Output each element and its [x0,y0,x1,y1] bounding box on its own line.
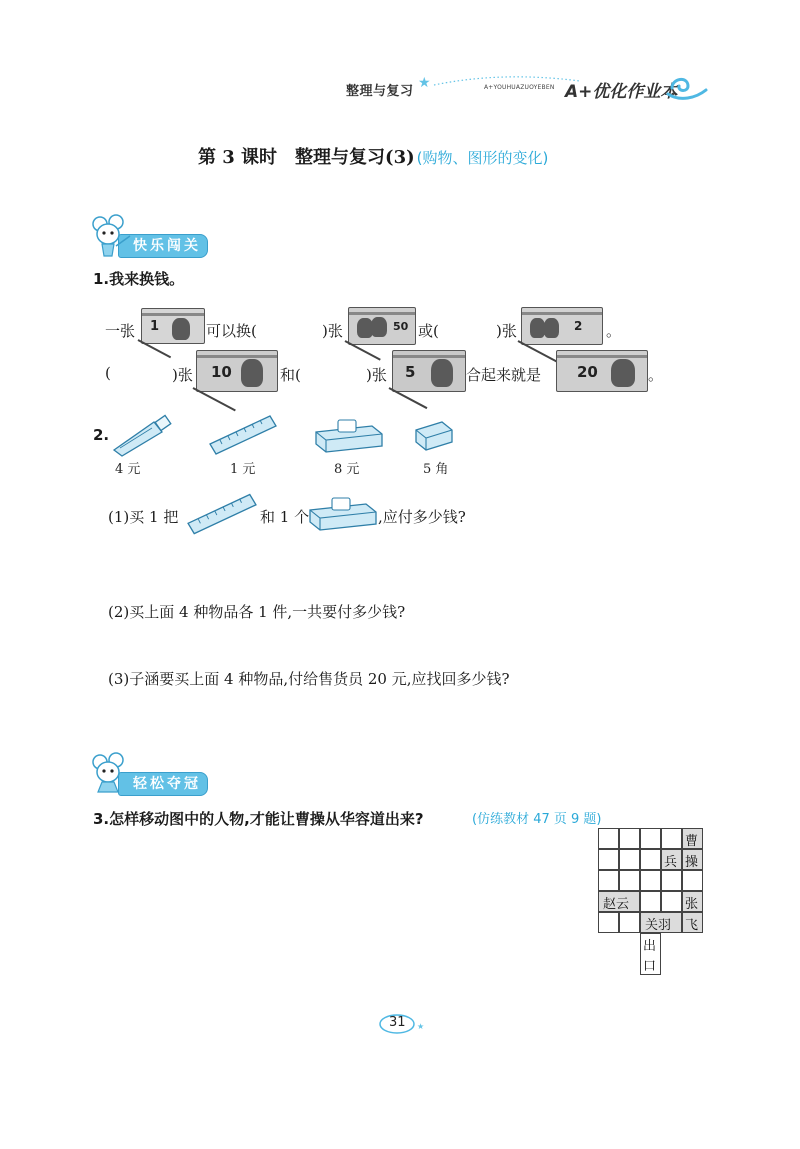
answer-area-q2-2[interactable] [108,624,668,664]
q1-line2-text-d: )张 [366,366,387,384]
ruler-icon [208,410,278,456]
guanyu-label: 关羽 [645,918,672,933]
mouse-mascot-icon [90,752,134,796]
q1-line1-text-e: )张 [496,322,517,340]
q1-line2-text-a: ( [105,364,111,382]
item-price-4: 5 角 [423,462,449,477]
ruler-icon [186,488,258,536]
exit-char-1: 出 [643,939,657,954]
question-3-note: (仿练教材 47 页 9 题) [472,812,602,827]
q1-line2-text-e: 合起来就是 [466,366,542,384]
pencil-case-icon [306,494,380,532]
answer-blank-2[interactable] [452,320,500,338]
bing-char: 兵 [664,855,678,870]
section-badge-2 [90,752,250,796]
lesson-title [198,143,548,169]
caocao-char-1: 曹 [685,834,699,849]
section-badge-1 [90,214,250,258]
q1-line1-text-a: 一张 [105,322,136,340]
question-1-heading: 1.我来换钱。 [93,270,185,288]
item-price-2: 1 元 [230,462,256,477]
banknote-1-yuan [141,308,205,344]
q2-sub1-text-b: 和 1 个 [260,508,310,526]
q1-line2-text-f: 。 [648,366,664,384]
mouse-mascot-icon [90,214,134,258]
q2-sub3-text: (3)子涵要买上面 4 种物品,付给售货员 20 元,应找回多少钱? [108,670,510,688]
q1-line1-text-d: 或( [418,322,439,340]
svg-text:★: ★ [417,1022,425,1031]
caocao-char-2: 操 [685,855,699,870]
answer-blank-1[interactable] [270,320,322,338]
q2-sub1-text-c: ,应付多少钱? [378,508,466,526]
lesson-title-main: 第 3 课时 整理与复习(3) [198,147,415,168]
item-price-3: 8 元 [334,462,360,477]
banknote-20-yuan [556,350,648,392]
header-section-label: 整理与复习 [346,84,414,99]
star-icon: ★ [418,75,431,91]
lesson-title-sub: (购物、图形的变化) [416,149,549,167]
zhaoyun-label: 赵云 [603,897,630,912]
huarong-puzzle-grid [598,828,708,978]
banknote-5-yuan [392,350,466,392]
banknote-1-yuan-value: 1 [150,319,160,334]
swirl-logo-icon [666,72,708,102]
q1-line1-text-b: 可以换( [206,322,257,340]
section-badge-2-label: 轻松夺冠 [118,772,208,796]
banknote-20-yuan-value: 20 [577,363,598,381]
q1-line1-text-f: 。 [606,322,622,340]
q2-sub1-text-a: (1)买 1 把 [108,508,179,526]
answer-blank-4[interactable] [310,364,366,382]
toothpaste-icon [110,412,176,456]
banknote-2-jiao [521,307,603,345]
page-number: 31 [389,1015,406,1030]
exit-char-2: 口 [643,959,657,974]
section-badge-1-label: 快乐闯关 [118,234,208,258]
pencil-case-icon [312,416,386,454]
banknote-5-jiao-value: 50 [393,320,409,333]
q1-line1-text-c: )张 [322,322,343,340]
banknote-2-jiao-value: 2 [574,319,583,333]
banknote-5-jiao [348,307,416,345]
item-price-1: 4 元 [115,462,141,477]
question-3-text: 3.怎样移动图中的人物,才能让曹操从华容道出来? [93,810,424,828]
question-2-number: 2. [93,426,110,444]
q1-line2-text-c: 和( [280,366,301,384]
answer-blank-3[interactable] [116,364,172,382]
zhangfei-char-1: 张 [685,897,699,912]
answer-area-q2-1[interactable] [108,534,668,590]
answer-area-q2-3[interactable] [108,692,668,744]
header-pinyin: A+YOUHUAZUOYEBEN [484,84,555,91]
zhangfei-char-2: 飞 [685,918,699,933]
banknote-5-yuan-value: 5 [405,363,416,381]
header-brand: A+优化作业本 [565,82,678,102]
q2-sub2-text: (2)买上面 4 种物品各 1 件,一共要付多少钱? [108,603,406,621]
eraser-icon [412,414,456,454]
banknote-10-yuan [196,350,278,392]
banknote-10-yuan-value: 10 [211,363,232,381]
q1-line2-text-b: )张 [172,366,193,384]
